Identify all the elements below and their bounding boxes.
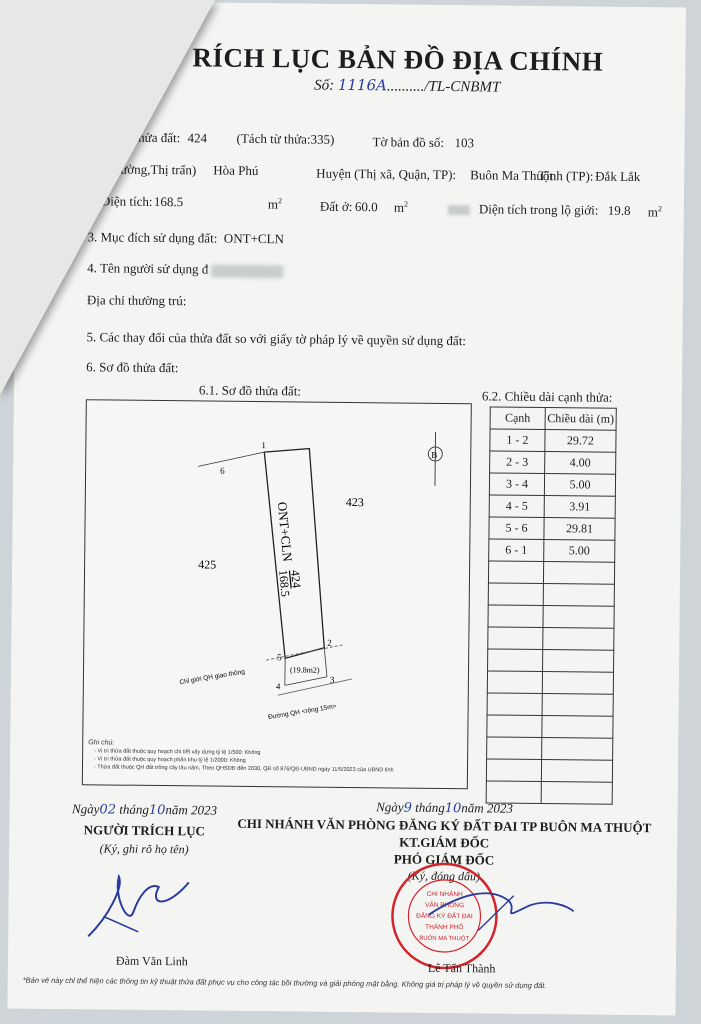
seal-line-3: ĐĂNG KÝ ĐẤT ĐAI: [416, 912, 473, 921]
extract-date: Ngày02 tháng10năm 2023: [71, 801, 218, 819]
boundary-line-6: [198, 451, 264, 467]
neighbor-423: 423: [345, 494, 364, 510]
land-user: 4. Tên người sử dụng đ: [87, 260, 284, 278]
area-value: 168.5: [153, 193, 184, 210]
column-header-length: Chiều dài (m): [545, 408, 616, 431]
sign-date: Ngày9 tháng10năm 2023: [376, 799, 514, 817]
residential-area: 60.0: [354, 199, 378, 215]
table-row-empty: [487, 671, 613, 694]
road-edge-line: [275, 678, 352, 696]
table-row-empty: [488, 561, 614, 584]
province-label: Tỉnh (TP):: [538, 167, 594, 184]
area-unit: $m^2$: [267, 196, 283, 212]
ward-label: ường,Thị trấn): [120, 161, 197, 178]
parcel-number: 424: [187, 130, 208, 146]
land-use-purpose: 3. Mục đích sử dụng đất: ONT+CLN: [87, 229, 284, 247]
office-name: CHI NHÁNH VĂN PHÒNG ĐĂNG KÝ ĐẤT ĐAI TP BUÔN MA THUỘT: [237, 815, 652, 836]
column-header-edge: Cạnh: [490, 407, 545, 430]
extractor-name: Đàm Văn Linh: [115, 953, 188, 969]
map-notes: Ghi chú: - Vị trí thửa đất thuộc quy hoạch chi tiết xây dựng tỷ lệ 1/500: Không - Vị trí thửa đất thuộc quy hoạch phân khu tỷ lệ 1/2000: Không - Thửa đất thuộc QH đất trồng cây lâu năm, Theo QHSDĐ đến 2030, QĐ số 876/QĐ-UBND ngày 11/5/2023 của UBND tỉnh: [88, 739, 394, 774]
redacted-mark: [448, 201, 470, 217]
parcel-use: ONT+CLN: [274, 501, 296, 563]
point-6: 6: [220, 465, 225, 476]
ward-value: Hòa Phú: [213, 162, 259, 179]
road-part-area: (19.8m2): [289, 665, 320, 675]
parcel-area-map: 168.5: [276, 569, 293, 598]
map-heading: 6.1. Sơ đồ thửa đất:: [198, 382, 302, 399]
road-limit-label: Chỉ giới QH giao thông: [179, 668, 246, 687]
official-signature: [418, 875, 579, 947]
road-area-unit: $m^2$: [647, 204, 663, 220]
extractor-signature-block: [54, 801, 235, 858]
official-name: Lê Tấn Thành: [427, 960, 496, 976]
parcel-diagram-heading: 6. Sơ đồ thửa đất:: [86, 359, 179, 376]
table-row-empty: [487, 715, 613, 738]
deputy-title: PHÓ GIÁM ĐỐC: [393, 851, 495, 868]
district-label: Huyện (Thị xã, Quận, TP):: [316, 165, 457, 183]
table-row: 3 - 4 5.00: [489, 473, 615, 496]
extractor-signature: [78, 856, 199, 947]
table-row-empty: [488, 649, 614, 672]
residential-unit: $m^2$: [393, 199, 409, 215]
seal-line-5: BUÔN MA THUỘT: [419, 935, 470, 943]
segment-2-3: [324, 648, 327, 677]
document-number: Số: 1116A........../TL-CNBMT: [314, 75, 501, 96]
district-value: Buôn Ma Thuột: [470, 167, 554, 184]
parcel-number-map: 424: [288, 569, 304, 589]
seal-line-4: THÀNH PHỐ: [425, 923, 464, 932]
table-row-empty: [487, 693, 613, 716]
extractor-role: NGƯỜI TRÍCH LỤC: [83, 822, 206, 839]
director-title: KT.GIÁM ĐỐC: [399, 834, 490, 851]
parcel-changes: 5. Các thay đổi của thửa đất so với giấy tờ pháp lý về quyền sử dụng đất:: [86, 329, 467, 349]
point-4: 4: [275, 681, 281, 692]
seal-line-1: CHI NHÁNH: [426, 890, 463, 899]
parcel-label: thửa đất:: [134, 129, 181, 146]
neighbor-425: 425: [198, 557, 217, 572]
edges-heading: 6.2. Chiều dài cạnh thửa:: [481, 388, 613, 405]
point-2: 2: [327, 637, 332, 648]
road-area-value: 19.8: [607, 202, 631, 218]
table-row-empty: [486, 759, 612, 782]
table-row: 1 - 2 29.72: [490, 429, 616, 452]
table-row: 5 - 6 29.81: [489, 517, 615, 540]
edge-length-table: [486, 406, 617, 804]
sign-hint: (Ký, đóng dấu): [407, 868, 481, 884]
area-label: Diện tích:: [100, 193, 153, 209]
sheet-number: 103: [454, 135, 475, 151]
sheet-label: Tờ bản đồ số:: [372, 134, 445, 150]
table-row-empty: [488, 605, 614, 628]
road-name-label: Đường QH <rộng 15m>: [267, 702, 337, 722]
seal-line-2: VĂN PHÒNG: [425, 901, 465, 910]
point-3: 3: [329, 674, 335, 685]
extractor-hint: (Ký, ghi rõ họ tên): [99, 841, 189, 857]
road-area-label: Diện tích trong lộ giới:: [478, 201, 599, 218]
point-5: 5: [277, 652, 282, 663]
split-from: (Tách từ thửa:335): [236, 130, 335, 147]
table-row-empty: [487, 737, 613, 760]
point-1: 1: [261, 440, 266, 451]
parcel-map: [82, 399, 472, 789]
residential-label: Đất ở:: [319, 198, 353, 215]
north-label: B: [431, 449, 438, 460]
handwritten-number: 1116A: [337, 75, 388, 95]
table-row: 2 - 3 4.00: [490, 451, 616, 474]
footer-note: *Bản vẽ này chỉ thể hiện các thông tin kỹ thuật thửa đất phục vụ cho công tác bồi thường và giải phóng mặt bằng. Không giá trị pháp lý về quyền sử dụng đất.: [22, 975, 547, 991]
document-title: RÍCH LỤC BẢN ĐỒ ĐỊA CHÍNH: [192, 42, 604, 77]
table-row: 4 - 5 3.91: [489, 495, 615, 518]
table-row-empty: [488, 583, 614, 606]
table-row-empty: [488, 627, 614, 650]
address: Địa chỉ thường trú:: [86, 292, 187, 309]
segment-3-4: [285, 676, 327, 685]
folded-page-corner: [0, 0, 215, 395]
redacted-name: [212, 264, 284, 278]
province-value: Đắk Lắk: [595, 168, 641, 185]
table-row: 6 - 1 5.00: [489, 539, 615, 562]
